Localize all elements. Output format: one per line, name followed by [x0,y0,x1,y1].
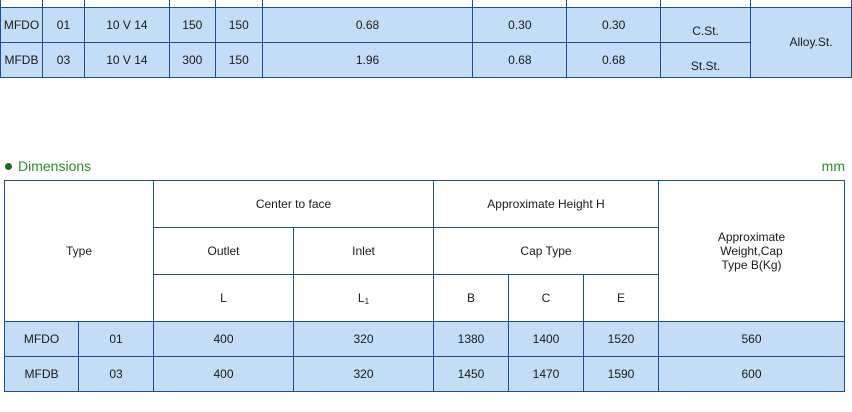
header-outlet: Outlet [154,228,294,275]
value-cell: 0.68 [262,7,473,42]
c-cell: 1400 [509,322,584,357]
value-cell: 0.30 [473,7,567,42]
c-cell: 1470 [509,357,584,392]
merged-material-cell: Alloy.St. [751,7,852,77]
rating-cell: 10 V 14 [84,7,169,42]
value-cell: 0.68 [473,42,567,77]
l-cell: 400 [154,322,294,357]
section-title [5,158,91,174]
b-cell: 1380 [434,322,509,357]
number-cell: 01 [79,322,154,357]
number-cell: 01 [42,7,84,42]
table-row [1,7,852,42]
header-approx-height: Approximate Height H [434,181,659,228]
value-cell: 300 [169,42,215,77]
e-cell: 1590 [584,357,659,392]
header-inlet: Inlet [294,228,434,275]
value-cell: 150 [169,7,215,42]
header-weight: Approximate Weight,Cap Type B(Kg) [659,181,845,322]
b-cell: 1450 [434,357,509,392]
header-row [5,181,845,228]
header-l: L [154,275,294,322]
value-cell: 150 [215,7,262,42]
weight-cell: 600 [659,357,845,392]
header-cap-type: Cap Type [434,228,659,275]
header-center-to-face: Center to face [154,181,434,228]
type-cell: MFDB [5,357,79,392]
header-l1-subscript: 1 [364,296,370,306]
header-type: Type [5,181,154,322]
body-material-cell: C.St. [661,7,751,42]
unit-label: mm [821,158,845,174]
number-cell: 03 [79,357,154,392]
type-cell: MFDO [1,7,43,42]
header-c: C [509,275,584,322]
body-material-cell: St.St. [661,42,751,77]
header-l1-letter: L [357,290,365,305]
value-cell: 150 [215,42,262,77]
type-cell: MFDB [1,42,43,77]
top-spec-table [0,0,852,78]
type-cell: MFDO [5,322,79,357]
e-cell: 1520 [584,322,659,357]
l1-cell: 320 [294,357,434,392]
rating-cell: 10 V 14 [84,42,169,77]
header-l1 [294,275,434,322]
table-header-stub [1,0,852,7]
table-row [5,357,845,392]
number-cell: 03 [42,42,84,77]
section-title-text: Dimensions [18,158,92,174]
l-cell: 400 [154,357,294,392]
l1-cell: 320 [294,322,434,357]
dimensions-table [4,180,845,392]
bullet-icon [5,163,12,170]
weight-cell: 560 [659,322,845,357]
value-cell: 0.68 [567,42,661,77]
header-e: E [584,275,659,322]
value-cell: 0.30 [567,7,661,42]
header-b: B [434,275,509,322]
value-cell: 1.96 [262,42,473,77]
table-row [1,42,852,77]
table-row [5,322,845,357]
